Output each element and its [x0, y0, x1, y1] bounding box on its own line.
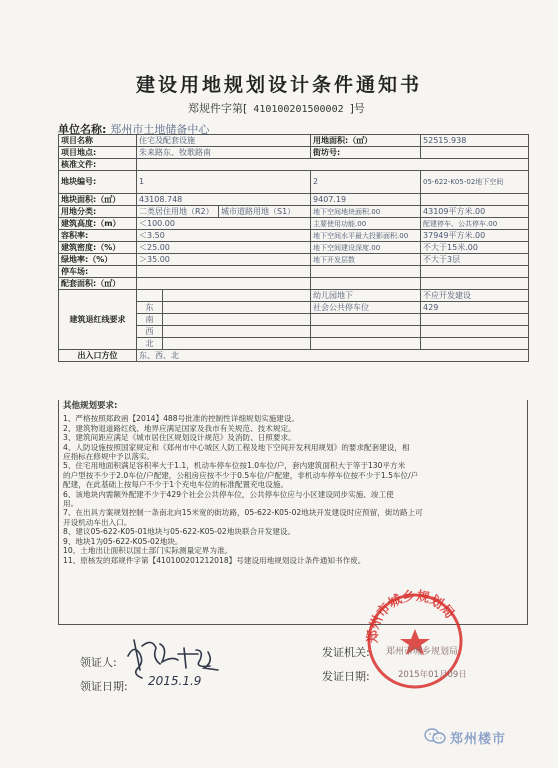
list-item: 2、建筑物退道路红线、地界应满足国家及我市有关规范、技术规定。	[63, 423, 296, 433]
list-item: 10、土地出让面积以国土部门实际测量定界为准。	[63, 546, 233, 556]
issue-date-label: 发证日期:	[322, 670, 370, 683]
list-item: 1、严格按照郑政函【2014】488号批准的控制性详细规划实施建设。	[63, 414, 300, 424]
receiver-label: 领证人:	[80, 656, 117, 669]
issuer-label: 发证机关:	[322, 646, 370, 659]
table-row: 停车场:	[59, 266, 529, 278]
planning-requirements-list	[63, 414, 523, 565]
table-row: 出入口方位 东、西、北	[59, 350, 529, 362]
list-item: 6、该地块内需额外配建不少于429个社会公共停车位，公共停车位应与小区建设同步实施、竣工使	[63, 489, 394, 499]
list-item: 的户型按不少于2.0车位/户配建，公租房应按不少于0.5车位/户配建，非机动车停车位按不少于1.5车位/户	[63, 470, 419, 480]
table-row: 配套面积:（㎡）	[59, 278, 529, 290]
document-number-value: 410100201500002	[253, 104, 344, 115]
list-item: 用。	[63, 499, 79, 509]
table-row: 西	[59, 326, 529, 338]
table-row: 项目名称 住宅及配套设施 用地面积:（㎡） 52515.938	[59, 135, 529, 147]
list-item: 8、建议05-622-K05-01地块与05-622-K05-02地块联合开发建设。	[63, 527, 296, 537]
unit-name-line: 单位名称: 郑州市土地储备中心	[58, 123, 210, 136]
issuer-name: 郑州市城乡规划局	[386, 647, 459, 657]
issue-date-value: 2015年01月09日	[398, 670, 467, 680]
table-row: 核准文件:	[59, 159, 529, 171]
table-row: 南	[59, 314, 529, 326]
planning-requirements-header: 其他规划要求:	[63, 401, 118, 411]
table-row: 项目地点: 朱来路东、牧歌路南 街坊号:	[59, 147, 529, 159]
table-row: 地块编号: 1 2 05-622-K05-02地下空间	[59, 171, 529, 194]
list-item: 11、原核发的郑规件字第【410100201212018】号建设用地规划设计条件通知书作废。	[63, 555, 366, 565]
table-row: 地块面积:（㎡） 43108.748 9407.19	[59, 194, 529, 206]
receive-date-label: 领证日期:	[80, 680, 128, 693]
table-row: 东 社会公共停车位 429	[59, 302, 529, 314]
list-item: 4、人防设施按照国家规定和《郑州市中心城区人防工程及地下空间开发利用规划》的要求配套建设，相	[63, 442, 410, 452]
list-item: 配建，在此基础上按每户不少于1个充电车位的标准配置充电设施。	[63, 480, 289, 490]
list-item: 应指标在修规中予以落实。	[63, 452, 155, 462]
unit-name-value: 郑州市土地储备中心	[110, 123, 210, 136]
watermark: 郑州楼市	[450, 732, 507, 747]
setback-label: 建筑退红线要求	[59, 290, 137, 350]
svg-text:郑州市城乡规划局: 郑州市城乡规划局	[365, 588, 457, 644]
list-item: 5、住宅用地面积满足容积率大于1.1，机动车停车位按1.0车位/户，套内建筑面积大于等于130平方米	[63, 461, 406, 471]
wechat-icon	[424, 727, 446, 745]
list-item: 3、建筑间距应满足《城市居住区规划设计规范》及消防、日照要求。	[63, 433, 296, 443]
receive-date-value: 2015.1.9	[148, 674, 202, 688]
document-title: 建设用地规划设计条件通知书	[135, 74, 422, 96]
table-row: 北	[59, 338, 529, 350]
table-row: 用地分类: 二类居住用地（R2） 城市道路用地（S1） 地下空间地块面积.00 43109平方米.00	[59, 206, 529, 218]
table-row: 建筑退红线要求 幼儿园地下 不应开发建设	[59, 290, 529, 302]
conditions-table	[58, 134, 529, 362]
table-row: 建筑密度:（%） ＜25.00 地下空间建设深度.00 不大于15米.00	[59, 242, 529, 254]
table-row: 建筑高度:（m） ＜100.00 主要使用功能.00 配建停车、公共停车.00	[59, 218, 529, 230]
table-row: 容积率: ＜3.50 地下空间水平最大投影面积.00 37949平方米.00	[59, 230, 529, 242]
list-item: 开设机动车出入口。	[63, 517, 132, 527]
table-row: 绿地率:（%） ＞35.00 地下开发层数 不大于3层	[59, 254, 529, 266]
list-item: 9、地块1为05-622-K05-02地块。	[63, 536, 183, 546]
list-item: 7、在出具方案规划控制一条南北向15米宽的街坊路，05-622-K05-02地块开发建设时应预留，街坊路上可	[63, 508, 423, 518]
document-number: 郑规件字第[ 410100201500002 ]号	[188, 102, 365, 115]
